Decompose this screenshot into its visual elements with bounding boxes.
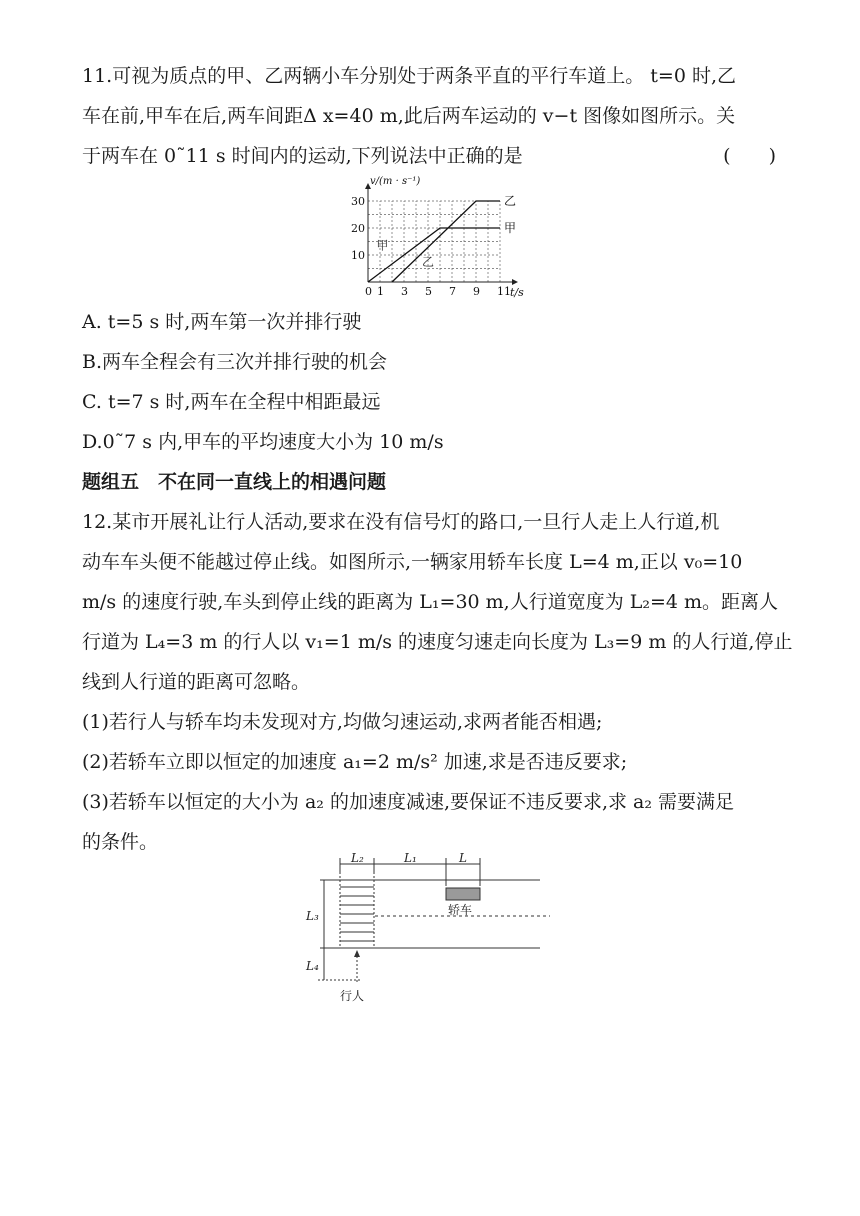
y-tick-label: 20 xyxy=(351,222,365,235)
q12-part-1: (1)若行人与轿车均未发现对方,均做匀速运动,求两者能否相遇; xyxy=(82,711,603,733)
x-tick-label: 1 xyxy=(377,285,384,298)
q11-line-2: 车在前,甲车在后,两车间距Δ x=40 m,此后两车运动的 v−t 图像如图所示。关 xyxy=(82,105,736,127)
label-l: L xyxy=(459,851,467,865)
option-a: A. t=5 s 时,两车第一次并排行驶 xyxy=(82,311,362,333)
label-pedestrian: 行人 xyxy=(340,989,365,1003)
label-l3: L₃ xyxy=(306,909,319,923)
car-rect xyxy=(446,888,480,900)
x-tick-label: 0 xyxy=(365,285,372,298)
answer-bracket: ( ) xyxy=(723,145,776,167)
y-tick-label: 10 xyxy=(351,249,365,262)
x-axis-arrow xyxy=(512,279,518,285)
q12-line-3: m/s 的速度行驶,车头到停止线的距离为 L₁=30 m,人行道宽度为 L₂=4 m。距离人 xyxy=(82,591,779,613)
q11-line-3: 于两车在 0˜11 s 时间内的运动,下列说法中正确的是 xyxy=(82,145,523,167)
vt-chart xyxy=(340,172,524,300)
x-tick-label: 11 xyxy=(497,285,511,298)
series-annotation-yi: 乙 xyxy=(422,254,435,269)
q12-part-2: (2)若轿车立即以恒定的加速度 a₁=2 m/s² 加速,求是否违反要求; xyxy=(82,751,628,773)
zebra-stripes xyxy=(340,887,374,941)
x-tick-label: 5 xyxy=(425,285,432,298)
option-b: B.两车全程会有三次并排行驶的机会 xyxy=(82,351,388,373)
q12-line-5: 线到人行道的距离可忽略。 xyxy=(82,671,311,693)
q12-part-3: (3)若轿车以恒定的大小为 a₂ 的加速度减速,要保证不违反要求,求 a₂ 需要满足 xyxy=(82,791,735,813)
series-annotation-jia: 甲 xyxy=(376,238,389,253)
q12-line-1: 12.某市开展礼让行人活动,要求在没有信号灯的路口,一旦行人走上人行道,机 xyxy=(82,511,720,533)
label-l1: L₁ xyxy=(404,851,417,865)
q12-line-4: 行道为 L₄=3 m 的行人以 v₁=1 m/s 的速度匀速走向长度为 L₃=9 m 的人行道,停止 xyxy=(82,631,793,653)
q12-line-2: 动车车头便不能越过停止线。如图所示,一辆家用轿车长度 L=4 m,正以 v₀=10 xyxy=(82,551,743,573)
section-heading: 题组五 不在同一直线上的相遇问题 xyxy=(82,471,387,493)
y-tick-label: 30 xyxy=(351,195,365,208)
y-axis-label: v/(m · s⁻¹) xyxy=(370,176,421,187)
label-l4: L₄ xyxy=(306,959,319,973)
q11-line-1: 11.可视为质点的甲、乙两辆小车分别处于两条平直的平行车道上。 t=0 时,乙 xyxy=(82,65,736,87)
x-tick-label: 3 xyxy=(401,285,408,298)
label-car: 轿车 xyxy=(448,903,473,917)
x-axis-label: t/s xyxy=(510,286,524,299)
x-tick-label: 9 xyxy=(473,285,480,298)
x-tick-label: 7 xyxy=(449,285,456,298)
q12-part-3-cont: 的条件。 xyxy=(82,831,159,853)
label-l2: L₂ xyxy=(351,851,364,865)
option-c: C. t=7 s 时,两车在全程中相距最远 xyxy=(82,391,381,413)
series-end-label-yi: 乙 xyxy=(504,194,517,208)
series-end-label-jia: 甲 xyxy=(504,221,517,235)
crosswalk-diagram xyxy=(300,850,560,1010)
option-d: D.0˜7 s 内,甲车的平均速度大小为 10 m/s xyxy=(82,431,444,453)
